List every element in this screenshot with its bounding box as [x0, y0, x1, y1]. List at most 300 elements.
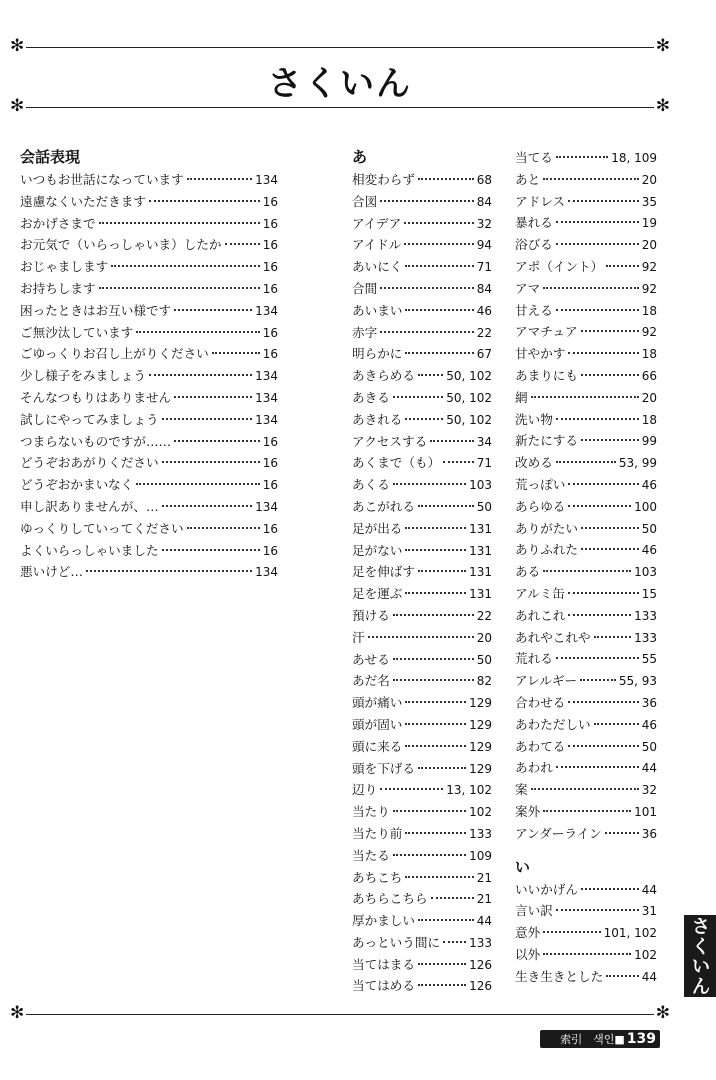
entry-page: 15	[641, 586, 657, 601]
entry-term: 荒っぽい	[515, 476, 566, 492]
dot-leader	[606, 975, 639, 977]
entry-term: 甘える	[515, 302, 553, 318]
dot-leader	[605, 832, 639, 834]
footer-label: 索引 색인■	[560, 1033, 625, 1046]
entry-term: 足が出る	[352, 520, 403, 536]
entry-term: あきれる	[352, 411, 403, 427]
side-tab-label: さくいん	[688, 916, 711, 996]
index-column-2	[352, 148, 492, 998]
dot-leader	[581, 374, 639, 376]
entry-page: 18	[641, 303, 657, 318]
entry-term: 頭が痛い	[352, 695, 403, 711]
entry-term: 当てはまる	[352, 956, 415, 972]
dot-leader	[405, 745, 466, 747]
entry-page: 134	[255, 390, 278, 405]
entry-page: 16	[262, 521, 278, 536]
entry-term: 申し訳ありませんが、…	[20, 498, 159, 514]
dot-leader	[393, 810, 466, 812]
dot-leader	[86, 570, 252, 572]
entry-term: あだ名	[352, 673, 390, 689]
dot-leader	[225, 243, 260, 245]
dot-leader	[418, 570, 466, 572]
entry-term: あくる	[352, 477, 390, 493]
index-entry	[515, 540, 657, 562]
index-entry	[352, 715, 492, 737]
index-entry	[352, 824, 492, 846]
dot-leader	[543, 570, 631, 572]
entry-page: 36	[641, 826, 657, 841]
entry-page: 21	[476, 870, 492, 885]
index-entry	[352, 323, 492, 345]
entry-term: アポ（イント）	[515, 258, 604, 274]
dot-leader	[568, 352, 638, 354]
dot-leader	[556, 221, 639, 223]
entry-term: あきる	[352, 389, 390, 405]
index-entry	[515, 780, 657, 802]
index-entry	[515, 562, 657, 584]
dot-leader	[405, 592, 466, 594]
entry-page: 71	[476, 456, 492, 471]
entry-page: 134	[255, 303, 278, 318]
entry-page: 16	[262, 543, 278, 558]
dot-leader	[380, 788, 443, 790]
dot-leader	[418, 767, 466, 769]
entry-term: 改める	[515, 455, 553, 471]
index-entry	[352, 192, 492, 214]
dot-leader	[418, 919, 474, 921]
entry-term: 浴びる	[515, 237, 553, 253]
entry-term: 網	[515, 389, 528, 405]
entry-term: お持ちします	[20, 280, 96, 296]
entry-page: 50	[476, 652, 492, 667]
dot-leader	[418, 505, 474, 507]
index-column-1	[20, 148, 278, 584]
dot-leader	[568, 745, 638, 747]
entry-term: 生き生きとした	[515, 968, 604, 984]
dot-leader	[405, 876, 473, 878]
index-entry	[515, 170, 657, 192]
entry-page: 31	[641, 904, 657, 919]
dot-leader	[556, 156, 608, 158]
index-entry	[352, 650, 492, 672]
entry-term: アンダーライン	[515, 825, 602, 841]
bottom-rule	[10, 1003, 670, 1023]
dot-leader	[531, 396, 639, 398]
entry-page: 131	[469, 543, 492, 558]
index-entry	[352, 453, 492, 475]
entry-term: あれやこれや	[515, 629, 591, 645]
entry-page: 133	[634, 608, 657, 623]
entry-term: ご無沙汰しています	[20, 324, 134, 340]
index-entry	[20, 235, 278, 257]
rule-line	[26, 1014, 654, 1015]
entry-page: 16	[262, 478, 278, 493]
entry-term: 当てる	[515, 150, 553, 165]
entry-term: アクセスする	[352, 433, 428, 449]
entry-term: 洗い物	[515, 411, 553, 427]
index-entry	[20, 410, 278, 432]
index-entry	[352, 388, 492, 410]
entry-page: 35	[641, 194, 657, 209]
dot-leader	[162, 549, 260, 551]
dot-leader	[556, 461, 616, 463]
entry-page: 84	[476, 281, 492, 296]
entry-page: 20	[641, 172, 657, 187]
index-entry	[352, 584, 492, 606]
entry-term: 足がない	[352, 542, 403, 558]
entry-page: 134	[255, 565, 278, 580]
index-entry	[352, 301, 492, 323]
entry-page: 134	[255, 173, 278, 187]
dot-leader	[418, 984, 466, 986]
dot-leader	[568, 483, 638, 485]
entry-term: 合図	[352, 193, 378, 209]
entry-page: 50, 102	[446, 412, 492, 427]
dot-leader	[430, 440, 474, 442]
index-entry	[20, 257, 278, 279]
dot-leader	[568, 592, 639, 594]
index-entry	[352, 933, 492, 955]
entry-page: 44	[641, 969, 657, 984]
entry-term: あわただしい	[515, 716, 591, 732]
dot-leader	[405, 309, 473, 311]
index-entry	[352, 976, 492, 998]
entry-page: 103	[469, 478, 492, 493]
dot-leader	[174, 396, 252, 398]
index-entry	[352, 889, 492, 911]
dot-leader	[380, 200, 474, 202]
dot-leader	[393, 658, 474, 660]
entry-term: あまりにも	[515, 367, 578, 383]
entry-term: 当たり前	[352, 825, 403, 841]
dot-leader	[568, 200, 639, 202]
entry-term: 当てはめる	[352, 978, 415, 994]
entry-page: 53, 99	[618, 456, 657, 471]
entry-term: あわてる	[515, 738, 566, 754]
dot-leader	[405, 352, 473, 354]
index-entry	[352, 606, 492, 628]
entry-page: 92	[641, 325, 657, 340]
entry-term: 意外	[515, 925, 541, 941]
ornament-icon: ✻	[655, 96, 670, 116]
dot-leader	[556, 309, 639, 311]
entry-term: 悪いけど…	[20, 564, 83, 580]
index-entry	[352, 562, 492, 584]
dot-leader	[136, 331, 259, 333]
entry-page: 134	[255, 499, 278, 514]
index-entry	[20, 279, 278, 301]
entry-term: 合わせる	[515, 694, 566, 710]
index-entry	[515, 301, 657, 323]
ornament-icon: ✻	[10, 96, 25, 116]
index-entry	[515, 431, 657, 453]
index-entry	[515, 213, 657, 235]
index-entry	[352, 235, 492, 257]
dot-leader	[543, 810, 631, 812]
index-entry	[515, 880, 657, 902]
index-entry	[515, 453, 657, 475]
dot-leader	[393, 396, 443, 398]
entry-page: 44	[641, 882, 657, 897]
entry-term: 少し様子をみましょう	[20, 368, 146, 384]
entry-term: あちらこちら	[352, 891, 428, 907]
entry-term: あと	[515, 171, 541, 187]
entry-term: どうぞおかまいなく	[20, 477, 134, 493]
index-entry	[515, 475, 657, 497]
index-entry	[515, 628, 657, 650]
dot-leader	[581, 888, 639, 890]
index-entry	[20, 453, 278, 475]
dot-leader	[187, 178, 252, 180]
index-entry	[515, 967, 657, 989]
dot-leader	[404, 222, 473, 224]
index-entry	[515, 715, 657, 737]
entry-page: 100	[634, 499, 657, 514]
entry-page: 102	[469, 805, 492, 820]
entry-term: よくいらっしゃいました	[20, 542, 159, 558]
entry-page: 126	[469, 957, 492, 972]
entry-page: 55	[641, 652, 657, 667]
index-entry	[352, 737, 492, 759]
entry-page: 46	[641, 543, 657, 558]
entry-page: 16	[262, 260, 278, 275]
dot-leader	[581, 548, 639, 550]
dot-leader	[556, 657, 639, 659]
index-entry	[515, 945, 657, 967]
dot-leader	[580, 679, 616, 681]
index-entry	[515, 497, 657, 519]
dot-leader	[594, 723, 639, 725]
entry-page: 50, 102	[446, 390, 492, 405]
index-entry	[515, 584, 657, 606]
index-entry	[352, 955, 492, 977]
index-entry	[515, 257, 657, 279]
entry-page: 46	[641, 477, 657, 492]
index-entry	[20, 301, 278, 323]
index-entry	[352, 541, 492, 563]
section-heading: あ	[352, 148, 368, 166]
entry-term: アマチュア	[515, 324, 578, 340]
entry-term: アドレス	[515, 193, 565, 209]
entry-term: ゆっくりしていってください	[20, 520, 184, 536]
entry-page: 84	[476, 194, 492, 209]
entry-page: 18	[641, 347, 657, 362]
index-entry	[20, 366, 278, 388]
index-entry	[515, 758, 657, 780]
ornament-icon: ✻	[10, 1003, 25, 1023]
entry-term: 困ったときはお互い様です	[20, 302, 172, 318]
entry-page: 16	[262, 216, 278, 231]
entry-page: 32	[476, 216, 492, 231]
entry-page: 129	[469, 696, 492, 711]
index-entry	[20, 562, 278, 584]
entry-term: 赤字	[352, 324, 378, 340]
index-entry	[20, 388, 278, 410]
entry-term: 辺り	[352, 782, 378, 798]
entry-page: 34	[476, 434, 492, 449]
dot-leader	[431, 897, 474, 899]
entry-page: 67	[476, 347, 492, 362]
section-heading: い	[515, 857, 531, 876]
entry-page: 21	[476, 892, 492, 907]
index-entry	[515, 802, 657, 824]
index-entry	[515, 148, 657, 170]
index-entry	[352, 759, 492, 781]
index-entry	[352, 497, 492, 519]
index-entry	[352, 911, 492, 933]
index-entry	[352, 344, 492, 366]
index-entry	[352, 868, 492, 890]
entry-term: 以外	[515, 946, 541, 962]
page-title: さくいん	[268, 64, 412, 104]
entry-term: 明らかに	[352, 346, 403, 362]
dot-leader	[405, 418, 443, 420]
entry-term: あわれ	[515, 760, 553, 776]
entry-page: 101, 102	[603, 926, 657, 941]
dot-leader	[606, 265, 639, 267]
dot-leader	[405, 723, 466, 725]
index-entry	[352, 432, 492, 454]
index-entry	[352, 170, 492, 192]
entry-term: ごゆっくりお召し上がりください	[20, 346, 209, 362]
entry-term: そんなつもりはありません	[20, 389, 172, 405]
entry-page: 109	[469, 848, 492, 863]
entry-page: 129	[469, 739, 492, 754]
entry-term: アルミ缶	[515, 585, 565, 601]
entry-page: 46	[641, 717, 657, 732]
dot-leader	[418, 374, 443, 376]
index-entry	[352, 279, 492, 301]
index-entry	[515, 901, 657, 923]
dot-leader	[418, 963, 466, 965]
entry-term: 言い訳	[515, 903, 553, 919]
entry-term: 遠慮なくいただきます	[20, 193, 146, 209]
entry-term: お元気で（いらっしゃいま）したか	[20, 237, 222, 253]
index-entry	[515, 235, 657, 257]
dot-leader	[543, 178, 639, 180]
dot-leader	[393, 483, 466, 485]
entry-page: 55, 93	[618, 674, 657, 689]
entry-page: 18, 109	[611, 151, 657, 165]
dot-leader	[581, 439, 639, 441]
entry-list	[352, 170, 492, 998]
dot-leader	[594, 636, 632, 638]
ornament-icon: ✻	[10, 36, 25, 56]
dot-leader	[162, 461, 260, 463]
ornament-icon: ✻	[655, 1003, 670, 1023]
rule-line	[26, 47, 654, 48]
dot-leader	[149, 200, 260, 202]
dot-leader	[581, 527, 639, 529]
dot-leader	[136, 483, 259, 485]
dot-leader	[568, 505, 631, 507]
index-entry	[515, 693, 657, 715]
entry-term: 案	[515, 782, 528, 798]
dot-leader	[405, 265, 473, 267]
entry-page: 18	[641, 412, 657, 427]
entry-term: あれこれ	[515, 607, 566, 623]
index-entry	[515, 366, 657, 388]
entry-page: 50	[641, 521, 657, 536]
entry-list	[20, 170, 278, 584]
dot-leader	[568, 614, 631, 616]
entry-page: 131	[469, 587, 492, 602]
entry-page: 92	[641, 259, 657, 274]
entry-page: 22	[476, 325, 492, 340]
dot-leader	[368, 636, 474, 638]
index-entry	[352, 780, 492, 802]
index-entry	[352, 519, 492, 541]
entry-term: どうぞおあがりください	[20, 455, 159, 471]
index-entry	[352, 671, 492, 693]
entry-page: 133	[469, 826, 492, 841]
entry-term: 当たる	[352, 847, 390, 863]
entry-term: 新たにする	[515, 433, 578, 449]
rule-line	[26, 107, 654, 108]
entry-page: 50, 102	[446, 369, 492, 384]
ornament-icon: ✻	[655, 36, 670, 56]
index-entry	[515, 192, 657, 214]
entry-page: 16	[262, 347, 278, 362]
index-entry	[515, 388, 657, 410]
dot-leader	[443, 461, 474, 463]
entry-page: 131	[469, 565, 492, 580]
index-entry	[20, 214, 278, 236]
entry-page: 50	[641, 739, 657, 754]
entry-term: 足を運ぶ	[352, 586, 403, 602]
entry-term: 試しにやってみましょう	[20, 411, 159, 427]
index-entry	[515, 671, 657, 693]
entry-page: 50	[476, 499, 492, 514]
index-entry	[20, 541, 278, 563]
entry-list	[515, 148, 657, 846]
dot-leader	[187, 527, 260, 529]
side-tab	[684, 915, 716, 997]
dot-leader	[405, 527, 466, 529]
entry-term: 預ける	[352, 607, 390, 623]
dot-leader	[404, 243, 473, 245]
entry-page: 92	[641, 281, 657, 296]
entry-term: 足を伸ばす	[352, 564, 415, 580]
index-entry	[352, 846, 492, 868]
entry-page: 22	[476, 608, 492, 623]
index-column-3	[515, 148, 657, 988]
entry-page: 99	[641, 434, 657, 449]
index-entry	[20, 475, 278, 497]
dot-leader	[162, 505, 253, 507]
entry-term: あちこち	[352, 869, 403, 885]
entry-term: ありがたい	[515, 520, 578, 536]
entry-page: 133	[634, 630, 657, 645]
index-entry	[20, 519, 278, 541]
index-entry	[352, 802, 492, 824]
index-entry	[352, 366, 492, 388]
dot-leader	[443, 941, 466, 943]
dot-leader	[405, 701, 466, 703]
index-entry	[20, 323, 278, 345]
entry-term: いいかげん	[515, 881, 578, 897]
dot-leader	[393, 679, 474, 681]
page-number: 139	[626, 1031, 656, 1047]
entry-page: 134	[255, 369, 278, 384]
dot-leader	[111, 265, 260, 267]
entry-term: 厚かましい	[352, 913, 415, 929]
entry-page: 71	[476, 260, 492, 275]
dot-leader	[99, 222, 260, 224]
entry-page: 44	[641, 761, 657, 776]
dot-leader	[393, 614, 474, 616]
entry-term: あきらめる	[352, 368, 415, 384]
